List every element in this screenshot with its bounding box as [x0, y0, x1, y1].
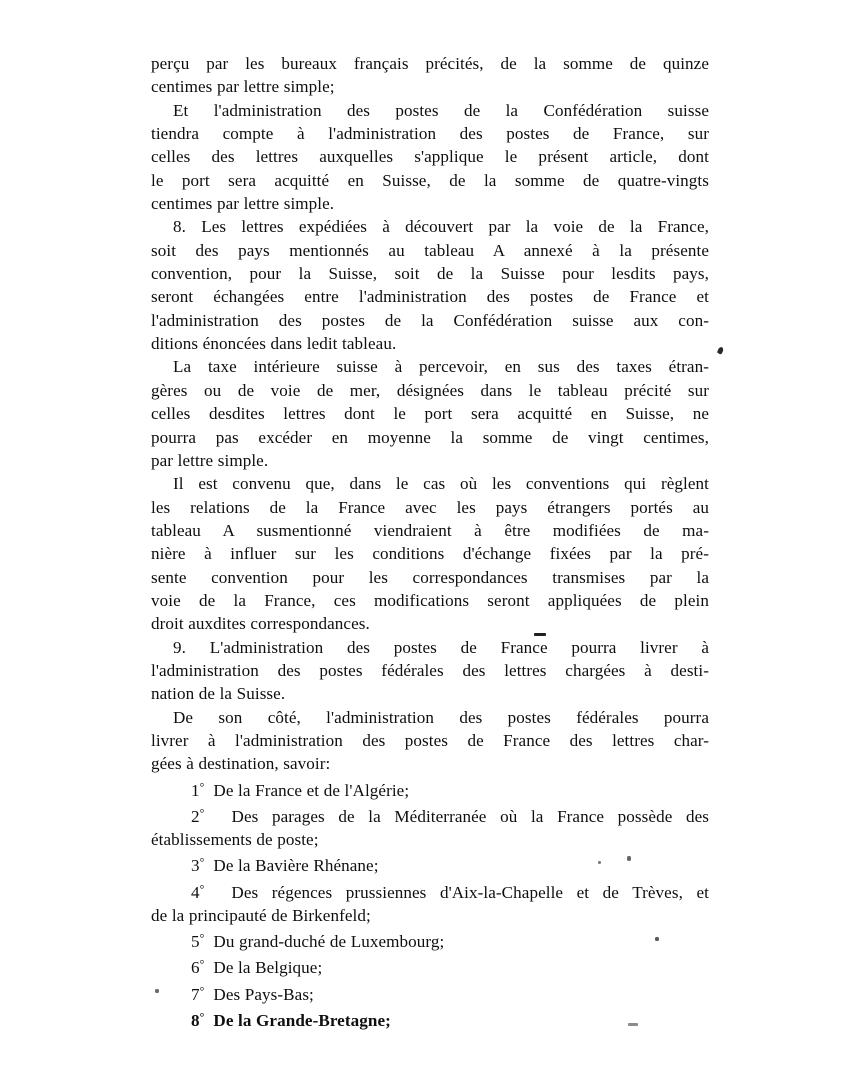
list-marker: 1 — [191, 780, 200, 800]
list-item-5 — [151, 927, 709, 953]
paragraph-line — [151, 426, 709, 449]
paragraph-line — [151, 239, 709, 262]
paragraph-line — [151, 192, 709, 215]
line: 8. Les lettres expédiées à découvert par la voie de la France, — [173, 217, 709, 237]
degree-sign: ° — [199, 958, 205, 972]
paragraph-line — [151, 682, 709, 705]
line: Il est convenu que, dans le cas où les conventions qui règlent — [173, 474, 709, 494]
line: nière à influer sur les conditions d'échange fixées par la pré- — [151, 544, 709, 564]
list-item-text: Des parages de la Méditerranée où la France possède des — [231, 806, 710, 826]
line: les relations de la France avec les pays étrangers portés au — [151, 497, 709, 517]
list-marker: 6 — [191, 958, 200, 978]
line: l'administration des postes fédérales des lettres chargées à desti- — [151, 660, 709, 680]
line: établissements de poste; — [151, 830, 319, 850]
line: tableau A susmentionné viendraient à être modifiées de ma- — [151, 520, 709, 540]
list-item-text: Des Pays-Bas; — [213, 984, 314, 1004]
line: perçu par les bureaux français précités, de la somme de quinze — [151, 54, 709, 73]
list-marker: 5 — [191, 932, 200, 952]
line: ditions énoncées dans ledit tableau. — [151, 334, 397, 354]
paragraph-taxe-interieure — [151, 355, 709, 378]
line: gées à destination, savoir: — [151, 754, 331, 774]
paragraph-line — [151, 169, 709, 192]
paragraph-line — [151, 589, 709, 612]
paragraph-line — [151, 542, 709, 565]
paragraph-line — [151, 566, 709, 589]
degree-sign: ° — [199, 984, 205, 998]
list-marker: 7 — [191, 984, 200, 1004]
paragraph-line — [151, 519, 709, 542]
line: De son côté, l'administration des postes fédérales pourra — [173, 707, 709, 727]
line: par lettre simple. — [151, 450, 269, 470]
paragraph-line — [151, 332, 709, 355]
list-item-2-cont — [151, 828, 709, 851]
paragraph-line — [151, 612, 709, 635]
degree-sign: ° — [199, 806, 205, 820]
degree-sign: ° — [199, 932, 205, 946]
paragraph-line — [151, 122, 709, 145]
paragraph-de-son-cote — [151, 706, 709, 729]
list-item-4 — [151, 878, 709, 904]
line: celles des lettres auxquelles s'applique le présent article, dont — [151, 147, 709, 167]
degree-sign: ° — [199, 882, 205, 896]
list-item-text: Des régences prussiennes d'Aix-la-Chapelle et de Trèves, et — [231, 882, 709, 902]
list-marker: 8 — [191, 1010, 200, 1030]
list-item-text: De la Belgique; — [213, 958, 323, 978]
paragraph-line — [151, 496, 709, 519]
line: livrer à l'administration des postes de France des lettres char- — [151, 730, 709, 750]
paragraph-line — [151, 729, 709, 752]
line: le port sera acquitté en Suisse, de la somme de quatre-vingts — [151, 170, 709, 190]
list-item-text: Du grand-duché de Luxembourg; — [213, 932, 445, 952]
line: celles desdites lettres dont le port sera acquitté en Suisse, ne — [151, 404, 709, 424]
line: pourra pas excéder en moyenne la somme de vingt centimes, — [151, 427, 709, 447]
line: de la principauté de Birkenfeld; — [151, 905, 371, 925]
list-item-7 — [151, 980, 709, 1006]
paragraph-percu — [151, 52, 709, 75]
list-item-1 — [151, 776, 709, 802]
line: La taxe intérieure suisse à percevoir, en sus des taxes étran- — [173, 357, 709, 377]
text-block — [151, 52, 709, 1032]
line: 9. L'administration des postes de France pourra livrer à — [173, 637, 709, 657]
ink-speck — [717, 346, 724, 354]
paragraph-line — [151, 145, 709, 168]
list-item-text: De la France et de l'Algérie; — [213, 780, 410, 800]
line: voie de la France, ces modifications seront appliquées de plein — [151, 590, 709, 610]
paragraph-line — [151, 752, 709, 775]
line: tiendra compte à l'administration des postes de France, sur — [151, 124, 709, 144]
list-item-2 — [151, 802, 709, 828]
line: Et l'administration des postes de la Confédération suisse — [173, 100, 709, 120]
line: convention, pour la Suisse, soit de la Suisse pour lesdits pays, — [151, 264, 709, 284]
list-marker: 3 — [191, 856, 200, 876]
line: l'administration des postes de la Confédération suisse aux con- — [151, 310, 709, 330]
list-item-3 — [151, 851, 709, 877]
paragraph-article-9 — [151, 636, 709, 659]
line: centimes par lettre simple; — [151, 77, 335, 97]
list-item-8 — [151, 1006, 709, 1032]
paragraph-et-administration — [151, 99, 709, 122]
degree-sign: ° — [199, 1010, 205, 1024]
paragraph-line — [151, 262, 709, 285]
list-item-6 — [151, 953, 709, 979]
paragraph-line — [151, 379, 709, 402]
list-item-text: De la Bavière Rhénane; — [213, 856, 379, 876]
line: gères ou de voie de mer, désignées dans le tableau précité sur — [151, 380, 709, 400]
paragraph-il-est-convenu — [151, 472, 709, 495]
paragraph-line — [151, 309, 709, 332]
line: seront échangées entre l'administration des postes de France et — [151, 287, 709, 307]
list-marker: 2 — [191, 806, 200, 826]
list-marker: 4 — [191, 882, 200, 902]
paragraph-line — [151, 659, 709, 682]
list-item-4-cont — [151, 904, 709, 927]
paragraph-percu-cont — [151, 75, 709, 98]
paragraph-line — [151, 449, 709, 472]
line: nation de la Suisse. — [151, 684, 286, 704]
list-item-text: De la Grande-Bretagne; — [213, 1010, 391, 1030]
paragraph-article-8 — [151, 215, 709, 238]
degree-sign: ° — [199, 856, 205, 870]
line: sente convention pour les correspondances transmises par la — [151, 567, 709, 587]
paragraph-line — [151, 285, 709, 308]
paragraph-line — [151, 402, 709, 425]
line: centimes par lettre simple. — [151, 194, 335, 214]
line: soit des pays mentionnés au tableau A annexé à la présente — [151, 240, 709, 260]
degree-sign: ° — [199, 780, 205, 794]
line: droit auxdites correspondances. — [151, 614, 370, 634]
